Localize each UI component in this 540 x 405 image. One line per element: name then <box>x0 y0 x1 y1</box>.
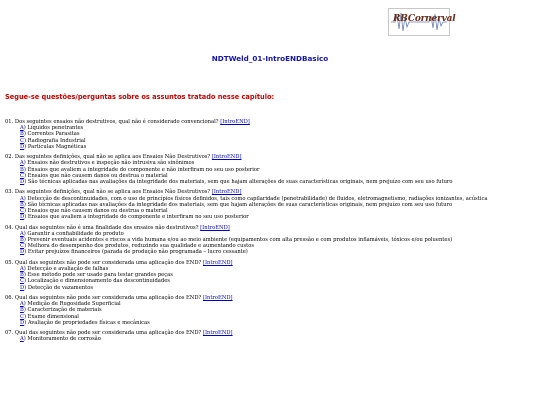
question-number: 05. <box>5 259 15 266</box>
option-text: ) Ensaios que avaliem a integridade do componente e não interfiram no seu uso posterior <box>23 166 260 173</box>
intro-end-link[interactable]: [IntroEND] <box>211 154 242 161</box>
option-text: ) Partículas Magnéticas <box>24 143 87 150</box>
option-text: ) Evitar prejuízos financeiros (parada de produção não programada – lucro cessante) <box>24 249 248 256</box>
option-text: ) Correntes Parasitas <box>23 131 80 138</box>
answer-option <box>20 144 537 150</box>
answer-option <box>20 336 537 342</box>
question-item <box>5 154 537 185</box>
question-item <box>5 330 537 342</box>
question-item <box>5 189 537 220</box>
option-letter-link[interactable]: B <box>20 272 24 279</box>
option-text: ) Ensaios que não causem danos ou destrua o material <box>23 208 168 215</box>
answer-option <box>20 285 537 291</box>
question-item <box>5 295 537 326</box>
option-text: ) Garantir a confiabilidade do produto <box>23 230 124 237</box>
option-letter-link[interactable]: C <box>20 313 24 320</box>
option-list <box>20 196 537 221</box>
option-text: ) Prevenir eventuais acidentes e riscos a vida humana e/ou ao meio ambiente (equipamentos com alta pressão e com produtos inflamáveis, tóxicos e/ou poluentes) <box>23 237 453 244</box>
option-text: ) São técnicas aplicadas nas avaliações da integridade dos materiais, sem que hajam alterações de suas características originais, nem prejuízo com seu uso futuro <box>23 201 453 208</box>
option-text: ) Radiografia Industrial <box>23 137 86 144</box>
option-letter-link[interactable]: D <box>20 143 25 150</box>
option-letter-link[interactable]: A <box>20 195 24 202</box>
answer-option <box>20 214 537 220</box>
option-list <box>20 301 537 326</box>
option-letter-link[interactable]: C <box>20 243 24 250</box>
option-letter-link[interactable]: B <box>20 237 24 244</box>
option-letter-link[interactable]: A <box>20 230 24 237</box>
option-text: ) Exame dimensional <box>23 313 79 320</box>
option-list <box>20 336 537 342</box>
intro-end-link[interactable]: [IntroEND] <box>202 330 233 337</box>
option-letter-link[interactable]: A <box>20 266 24 273</box>
option-letter-link[interactable]: C <box>20 137 24 144</box>
option-text: ) São técnicas aplicadas nas avaliações da integridade dos materiais, sem que hajam alterações de suas características originais, nem prejuízo com seu uso futuro <box>24 179 453 186</box>
question-statement: Qual das seguintes não pode ser considerada uma aplicação dos END? <box>14 259 203 266</box>
option-letter-link[interactable]: D <box>20 214 25 221</box>
question-item <box>5 119 537 150</box>
option-list <box>20 231 537 256</box>
option-text: ) Monitoramento de corrosão <box>23 336 101 343</box>
logo-text: RBCornerval <box>393 14 456 24</box>
option-letter-link[interactable]: B <box>20 201 24 208</box>
option-letter-link[interactable]: A <box>20 160 24 167</box>
question-number: 04. <box>5 224 15 231</box>
option-letter-link[interactable]: D <box>20 249 25 256</box>
question-number: 02. <box>5 154 15 161</box>
answer-option <box>20 249 537 255</box>
question-number: 03. <box>5 189 15 196</box>
option-text: ) Localização e dimensionamento das descontinuidades <box>23 278 170 285</box>
question-number: 07. <box>5 330 15 337</box>
answer-option <box>20 320 537 326</box>
intro-end-link[interactable]: [IntroEND] <box>202 295 233 302</box>
intro-heading: Segue-se questões/perguntas sobre os assuntos tratado nesse capítulo: <box>5 93 275 101</box>
question-statement: Dos seguintes ensaios não destrutivos, qual não é considerado convencional? <box>14 119 221 125</box>
question-item <box>5 260 537 291</box>
option-text: ) Ensaios que não causem danos ou destrua o material <box>23 172 168 179</box>
question-statement: Das seguintes definições, qual não se aplica aos Ensaios Não Destrutivos? <box>14 154 212 161</box>
option-letter-link[interactable]: A <box>20 301 24 308</box>
option-text: ) Melhora do desempenho dos produtos, reduzindo sua qualidade e aumentando custos <box>23 243 255 250</box>
intro-end-link[interactable]: [IntroEND] <box>220 119 250 125</box>
option-text: ) Detecção e avaliação de falhas <box>23 266 109 273</box>
question-item <box>5 225 537 256</box>
intro-end-link[interactable]: [IntroEND] <box>211 189 242 196</box>
option-text: ) Ensaios que avaliem a integridade do componente e interfiram no seu uso posterior <box>24 214 249 221</box>
option-letter-link[interactable]: B <box>20 166 24 173</box>
option-letter-link[interactable]: D <box>20 179 25 186</box>
answer-option <box>20 179 537 185</box>
question-number: 06. <box>5 295 15 302</box>
option-text: ) Avaliação de propriedades físicas e mecânicas <box>24 319 150 326</box>
question-statement: Das seguintes definições, qual não se aplica aos Ensaios Não Destrutivos? <box>14 189 212 196</box>
option-letter-link[interactable]: C <box>20 208 24 215</box>
question-statement: Qual das seguintes não pode ser considerada uma aplicação dos END? <box>14 330 203 337</box>
option-text: ) Caracterização de materiais <box>23 307 102 314</box>
option-letter-link[interactable]: A <box>20 125 24 132</box>
option-list <box>20 266 537 291</box>
option-letter-link[interactable]: A <box>20 336 24 343</box>
question-list <box>5 119 537 347</box>
option-letter-link[interactable]: D <box>20 284 25 291</box>
question-statement: Qual das seguintes não é uma finalidade dos ensaios não destrutivos? <box>14 224 201 231</box>
option-letter-link[interactable]: C <box>20 172 24 179</box>
option-text: ) Medição de Rugosidade Superficial <box>23 301 121 308</box>
option-letter-link[interactable]: C <box>20 278 24 285</box>
option-list <box>20 160 537 185</box>
page-title: NDTWeld_01-IntroENDBasico <box>211 54 329 63</box>
option-text: ) Líquidos penetrantes <box>23 125 84 132</box>
intro-end-link[interactable]: [IntroEND] <box>200 224 230 231</box>
logo <box>388 8 456 36</box>
option-letter-link[interactable]: B <box>20 131 24 138</box>
option-list <box>20 125 537 150</box>
option-text: ) Detecção de descontinuidades, com o uso de princípios físicos definidos, tais como capilaridade (penetrabilidade) de fluidos, eletromagnetismo, radiações ionizantes, acústica <box>23 195 488 202</box>
option-letter-link[interactable]: B <box>20 307 24 314</box>
option-text: ) Ensaios não destrutivos e inspeção não intrusiva são sinônimos <box>23 160 195 167</box>
intro-end-link[interactable]: [IntroEND] <box>202 259 233 266</box>
option-letter-link[interactable]: D <box>20 319 25 326</box>
option-text: ) Esse método pode ser usado para testar grandes peças <box>23 272 173 279</box>
option-text: ) Detecção de vazamentos <box>24 284 93 291</box>
question-number: 01. <box>5 119 15 125</box>
question-statement: Qual das seguintes não pode ser considerada uma aplicação dos END? <box>14 295 203 302</box>
